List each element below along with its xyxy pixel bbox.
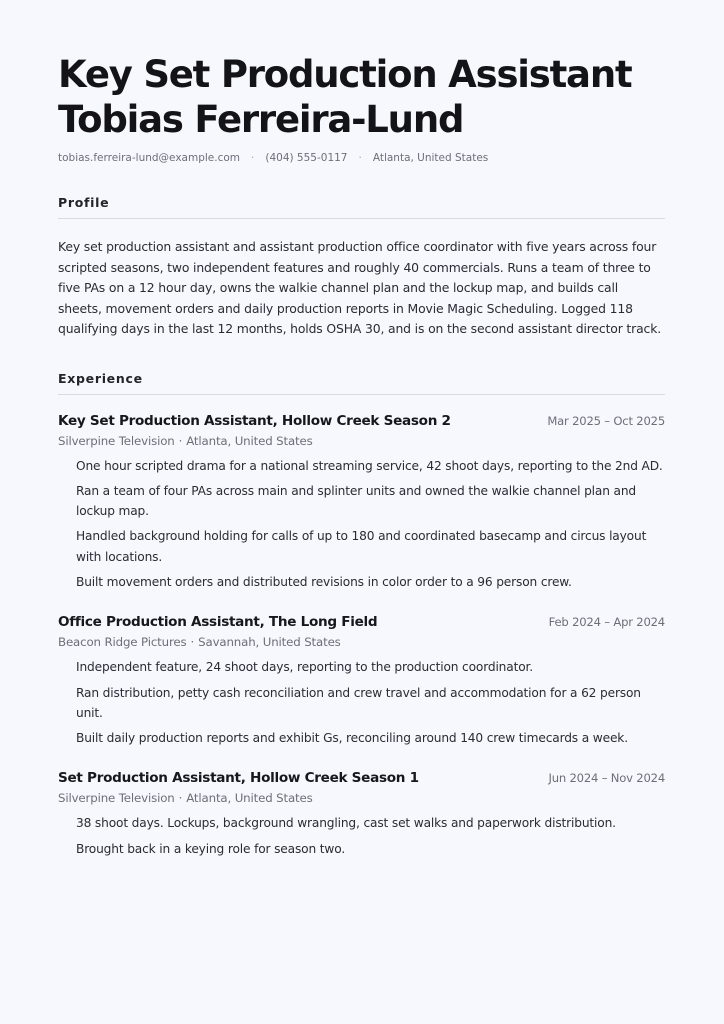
org-separator: · [178,791,183,806]
experience-section [58,371,665,860]
job-bullets [76,456,665,593]
job-header [58,770,665,786]
contact-location: Atlanta, United States [372,152,489,164]
contact-phone[interactable]: (404) 555-0117 [265,152,348,164]
job-location: Atlanta, United States [186,791,313,806]
job-bullet: Ran a team of four PAs across main and splinter units and owned the walkie channel plan and lockup map. [76,483,637,519]
contact-separator: · [251,152,255,164]
job-bullet: Handled background holding for calls of up to 180 and coordinated basecamp and circus layout with locations. [76,529,647,564]
profile-section [58,195,665,340]
job-bullets [76,813,665,859]
contact-separator: · [358,152,362,164]
job-organization [58,635,665,649]
job-dates: Jun 2024 – Nov 2024 [548,771,665,786]
job-location: Atlanta, United States [186,433,313,448]
job-entry [58,413,665,593]
profile-summary: Key set production assistant and assistant production office coordinator with five years across four scripted seasons, two independent features and roughly 40 commercials. Runs a team of three to five PAs on a 12 hour day, owns the walkie channel plan and the lockup map, and builds call sheets, movement orders and daily production reports in Movie Magic Scheduling. Logged 118 qualifying days in the last 12 months, holds OSHA 30, and is on the second assistant director track. [58,239,662,336]
job-role: Office Production Assistant, The Long Field [58,614,378,631]
job-company: Beacon Ridge Pictures [58,635,187,650]
job-organization [58,791,665,805]
contact-email[interactable]: tobias.ferreira-lund@example.com [58,152,241,164]
job-role: Key Set Production Assistant, Hollow Creek Season 2 [58,412,451,429]
job-bullet: Independent feature, 24 shoot days, reporting to the production coordinator. [76,660,533,675]
job-location: Savannah, United States [198,635,341,650]
job-bullet: Brought back in a keying role for season two. [76,841,346,856]
job-dates: Feb 2024 – Apr 2024 [548,615,665,630]
job-entry [58,770,665,859]
job-bullet: Ran distribution, petty cash reconciliation and crew travel and accommodation for a 62 person unit. [76,685,641,720]
title-role: Key Set Production Assistant [58,53,632,96]
job-header [58,413,665,429]
title-name: Tobias Ferreira-Lund [58,98,464,141]
org-separator: · [190,635,195,650]
job-bullet: Built daily production reports and exhibit Gs, reconciling around 140 crew timecards a week. [76,731,628,746]
org-separator: · [178,433,183,448]
job-bullet: Built movement orders and distributed revisions in color order to a 96 person crew. [76,574,572,589]
job-company: Silverpine Television [58,791,175,806]
resume-page [58,52,665,864]
contact-line [58,151,665,165]
job-bullet: 38 shoot days. Lockups, background wrangling, cast set walks and paperwork distribution. [76,816,616,831]
job-role: Set Production Assistant, Hollow Creek Season 1 [58,770,419,787]
job-dates: Mar 2025 – Oct 2025 [547,413,665,428]
job-organization [58,434,665,448]
job-entry [58,614,665,748]
job-bullet: One hour scripted drama for a national streaming service, 42 shoot days, reporting to the 2nd AD. [76,458,663,473]
resume-title [58,52,665,142]
job-bullets [76,657,665,748]
profile-heading: Profile [58,195,665,219]
experience-heading: Experience [58,371,665,395]
job-company: Silverpine Television [58,433,175,448]
job-header [58,614,665,630]
